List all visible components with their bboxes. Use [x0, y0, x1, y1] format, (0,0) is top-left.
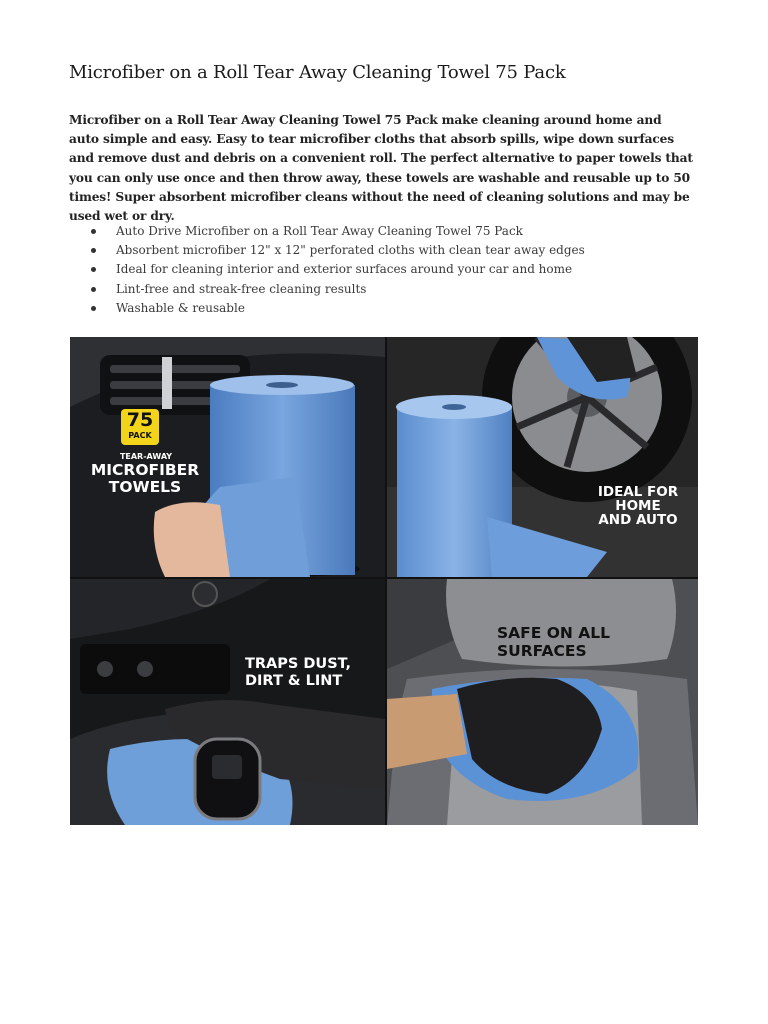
caption-and-auto: AND AUTO — [598, 512, 678, 528]
wheel-illustration — [387, 337, 698, 577]
badge-word: PACK — [128, 431, 152, 440]
list-item — [69, 260, 709, 279]
page-title: Microfiber on a Roll Tear Away Cleaning Towel 75 Pack — [69, 62, 566, 83]
list-item-text: Washable & reusable — [116, 300, 245, 315]
bullet-icon — [91, 229, 96, 234]
headline-towels: TOWELS — [108, 478, 182, 496]
bullet-icon — [91, 267, 96, 272]
list-item-text: Ideal for cleaning interior and exterior surfaces around your car and home — [116, 262, 573, 277]
console-illustration — [70, 579, 385, 825]
product-image-collage — [70, 337, 698, 825]
bullet-icon — [91, 287, 96, 292]
list-item-text: Absorbent microfiber 12" x 12" perforated cloths with clean tear away edges — [116, 243, 585, 258]
panel-home-and-auto — [387, 337, 698, 577]
bullet-icon — [91, 306, 96, 311]
pack-badge — [121, 409, 159, 445]
caption-traps-dust: TRAPS DUST, — [245, 656, 351, 672]
caption-surfaces: SURFACES — [497, 642, 587, 660]
caption-home: HOME — [615, 498, 661, 514]
caption-safe-on-all: SAFE ON ALL — [497, 624, 611, 642]
list-item — [69, 280, 709, 299]
feature-list — [69, 222, 709, 318]
panel-microfiber-roll — [70, 337, 385, 577]
caption-ideal-for: IDEAL FOR — [597, 484, 679, 500]
list-item — [69, 299, 709, 318]
list-item-text: Lint-free and streak-free cleaning results — [116, 281, 367, 296]
list-item-text: Auto Drive Microfiber on a Roll Tear Away Cleaning Towel 75 Pack — [116, 224, 523, 238]
panel-safe-surfaces — [387, 579, 698, 825]
intro-paragraph: Microfiber on a Roll Tear Away Cleaning Towel 75 Pack make cleaning around home and auto simple and easy. Easy to tear microfiber cloths that absorb spills, wipe down surfaces and remove dust and debris on a convenient roll. The perfect alternative to paper towels that you can only use once and then throw away, these towels are washable and reusable up to 50 times! Super absorbent microfiber cleans without the need of cleaning solutions and may be used wet or dry. — [69, 113, 693, 224]
headline-microfiber: MICROFIBER — [90, 461, 200, 479]
panel-traps-dust — [70, 579, 385, 825]
bullet-icon — [91, 248, 96, 253]
seat-illustration — [387, 579, 698, 825]
tear-away-label: TEAR-AWAY — [119, 452, 173, 461]
badge-number: 75 — [126, 409, 154, 431]
list-item — [69, 241, 709, 260]
caption-dirt-lint: DIRT & LINT — [245, 673, 343, 689]
list-item — [69, 222, 709, 241]
